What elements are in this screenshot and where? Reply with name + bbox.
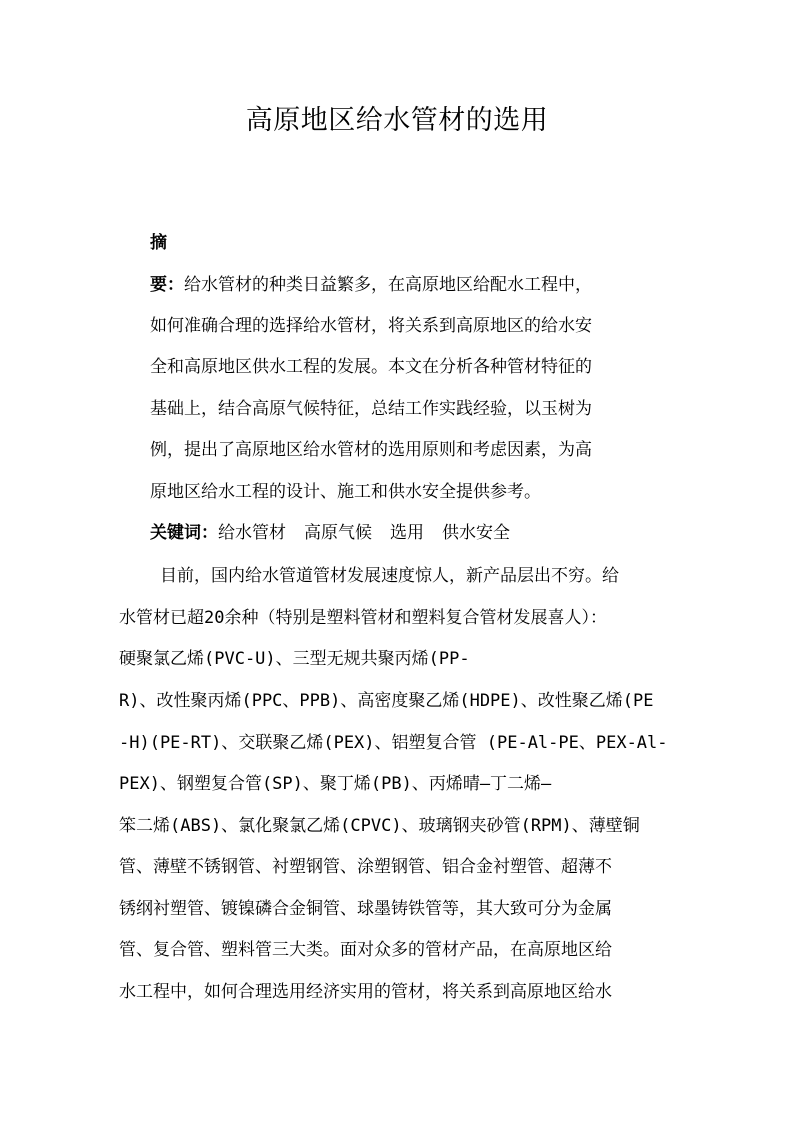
abstract-text: 给水管材的种类日益繁多，在高原地区给配水工程中， — [184, 275, 592, 295]
abstract-line-4: 基础上，结合高原气候特征，总结工作实践经验，以玉树为 — [150, 399, 592, 419]
body-line-7: 笨二烯(ABS)、氯化聚氯乙烯(CPVC)、玻璃钢夹砂管(RPM)、薄壁铜 — [119, 816, 640, 836]
keyword-item: 高原气候 — [304, 523, 372, 543]
abstract-line-6: 原地区给水工程的设计、施工和供水安全提供参考。 — [150, 482, 541, 502]
abstract-label-first: 摘 — [150, 233, 167, 253]
body-line-11: 水工程中，如何合理选用经济实用的管材，将关系到高原地区给水 — [119, 982, 612, 1002]
body-line-8: 管、薄壁不锈钢管、衬塑钢管、涂塑钢管、铝合金衬塑管、超薄不 — [119, 857, 612, 877]
keywords-label: 关键词： — [150, 523, 218, 543]
body-line-9: 锈纲衬塑管、镀镍磷合金铜管、球墨铸铁管等，其大致可分为金属 — [119, 899, 612, 919]
keyword-item: 选用 — [390, 523, 424, 543]
abstract-line-3: 全和高原地区供水工程的发展。本文在分析各种管材特征的 — [150, 357, 592, 377]
body-line-1: 目前，国内给水管道管材发展速度惊人，新产品层出不穷。给 — [160, 566, 619, 586]
abstract-line-1 — [150, 274, 592, 296]
abstract-label-second: 要： — [150, 275, 184, 295]
body-line-10: 管、复合管、塑料管三大类。面对众多的管材产品，在高原地区给 — [119, 940, 612, 960]
keywords-line — [150, 522, 528, 544]
body-line-3: 硬聚氯乙烯(PVC-U)、三型无规共聚丙烯(PP- — [119, 649, 470, 669]
keyword-item: 给水管材 — [218, 523, 286, 543]
body-line-6: PEX)、钢塑复合管(SP)、聚丁烯(PB)、丙烯晴—丁二烯— — [119, 774, 552, 794]
body-line-4: R)、改性聚丙烯(PPC、PPB)、高密度聚乙烯(HDPE)、改性聚乙烯(PE — [119, 691, 654, 711]
body-line-5: -H)(PE-RT)、交联聚乙烯(PEX)、铝塑复合管 (PE-Al-PE、PEX-Al- — [119, 733, 668, 753]
body-line-2: 水管材已超20余种（特别是塑料管材和塑料复合管材发展喜人）： — [119, 608, 607, 628]
abstract-line-5: 例，提出了高原地区给水管材的选用原则和考虑因素，为高 — [150, 440, 592, 460]
keyword-item: 供水安全 — [442, 523, 510, 543]
abstract-line-2: 如何准确合理的选择给水管材，将关系到高原地区的给水安 — [150, 316, 592, 336]
document-title: 高原地区给水管材的选用 — [245, 105, 549, 136]
